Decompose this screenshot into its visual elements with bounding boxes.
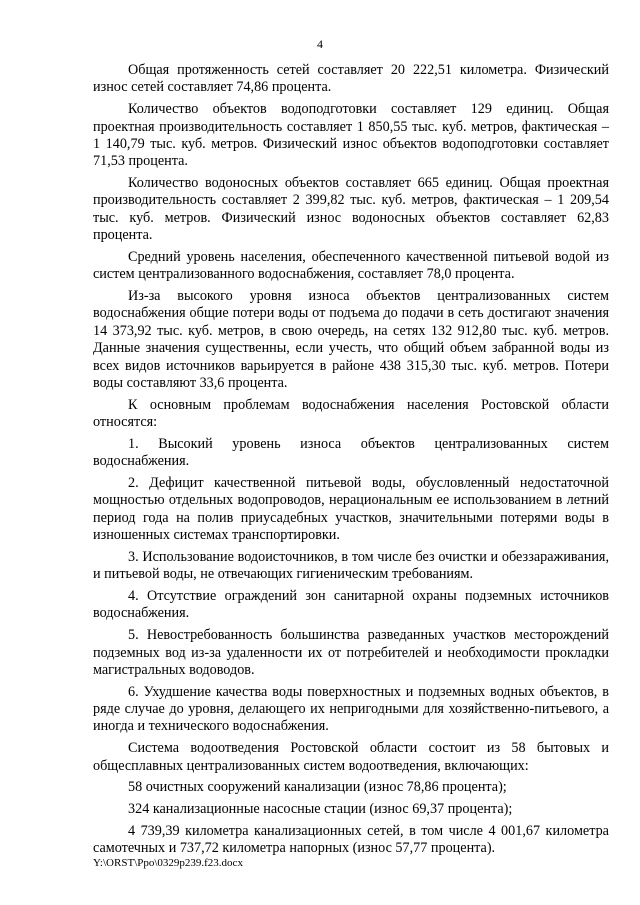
list-item-problem-2: 2. Дефицит качественной питьевой воды, обусловленный недостаточной мощностью отдельных водопроводов, нерациональным ее использованием в летний период года на полив приусадебных участков, значительными потерями воды в изношенных системах транспортировки. — [93, 475, 609, 544]
document-body — [93, 62, 609, 862]
list-item-pumping-stations: 324 канализационные насосные стации (износ 69,37 процента); — [128, 801, 513, 817]
list-item-problem-5: 5. Невостребованность большинства разведанных участков месторождений подземных вод из-за удаленности их от потребителей и необходимости прокладки магистральных водоводов. — [93, 627, 609, 678]
paragraph-water-losses: Из-за высокого уровня износа объектов централизованных систем водоснабжения общие потери воды от подъема до подачи в сеть достигают значения 14 373,92 тыс. куб. метров, в свою очередь, на сетях 132 912,80 тыс. куб. метров. Данные значения существенны, если учесть, что общий объем забранной воды из всех видов источников варьируется в районе 438 315,30 тыс. куб. метров. Потери воды составляют 33,6 процента. — [93, 288, 609, 392]
paragraph-main-problems-intro: К основным проблемам водоснабжения населения Ростовской области относятся: — [93, 396, 609, 431]
paragraph-sewerage-system: Система водоотведения Ростовской области состоит из 58 бытовых и общесплавных централизованных систем водоотведения, включающих: — [93, 740, 609, 774]
list-item-treatment-facilities: 58 очистных сооружений канализации (износ 78,86 процента); — [128, 779, 507, 796]
list-item-problem-3: 3. Использование водоисточников, в том числе без очистки и обеззараживания, и питьевой воды, не отвечающих гигиеническим требованиям. — [93, 548, 609, 583]
paragraph-network-length: Общая протяженность сетей составляет 20 222,51 километра. Физический износ сетей составляет 74,86 процента. — [93, 62, 609, 96]
list-item-problem-4: 4. Отсутствие ограждений зон санитарной охраны подземных источников водоснабжения. — [93, 588, 609, 622]
footer-file-path: Y:\ORST\Ppo\0329p239.f23.docx — [93, 857, 243, 869]
list-item-problem-6: 6. Ухудшение качества воды поверхностных и подземных водных объектов, в ряде случае до уровня, делающего их непригодными для хозяйственно-питьевого, а иногда и технического водоснабжения. — [93, 683, 609, 735]
paragraph-water-treatment: Количество объектов водоподготовки составляет 129 единиц. Общая проектная производительность составляет 1 850,55 тыс. куб. метров, фактическая – 1 140,79 тыс. куб. метров. Физический износ объектов водоподготовки составляет 71,53 процента. — [93, 101, 609, 170]
list-item-sewer-networks: 4 739,39 километра канализационных сетей, в том числе 4 001,67 километра самотечных и 737,72 километра напорных (износ 57,77 процента). — [93, 822, 609, 857]
paragraph-population-coverage: Средний уровень населения, обеспеченного качественной питьевой водой из систем централизованного водоснабжения, составляет 78,0 процента. — [93, 248, 609, 283]
list-item-problem-1: 1. Высокий уровень износа объектов централизованных систем водоснабжения. — [93, 435, 609, 470]
paragraph-water-sources: Количество водоносных объектов составляет 665 единиц. Общая проектная производительность составляет 2 399,82 тыс. куб. метров, фактическая – 1 209,54 тыс. куб. метров. Физический износ водоносных объектов составляет 62,83 процента. — [93, 175, 609, 244]
page-number: 4 — [317, 37, 323, 51]
